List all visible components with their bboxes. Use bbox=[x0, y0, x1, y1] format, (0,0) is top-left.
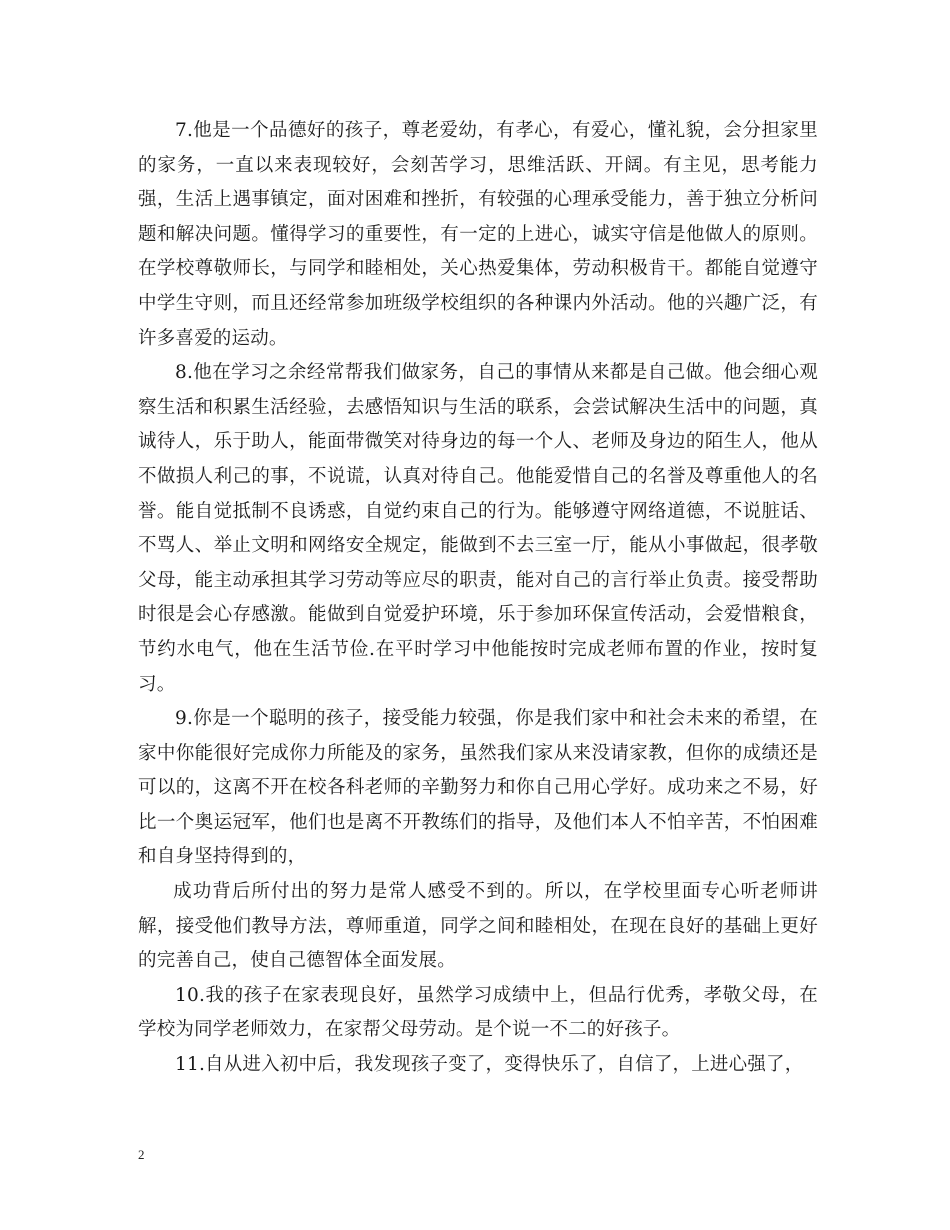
document-body bbox=[138, 114, 818, 1083]
paragraph-11: 11.自从进入初中后，我发现孩子变了，变得快乐了，自信了，上进心强了， bbox=[175, 1054, 804, 1076]
page-number: 2 bbox=[138, 1147, 145, 1162]
paragraph-10: 10.我的孩子在家表现良好，虽然学习成绩中上，但品行优秀，孝敬父母，在学校为同学老师效力，在家帮父母劳动。是个说一不二的好孩子。 bbox=[138, 984, 818, 1041]
paragraph-8: 8.他在学习之余经常帮我们做家务，自己的事情从来都是自己做。他会细心观察生活和积累生活经验，去感悟知识与生活的联系，会尝试解决生活中的问题，真诚待人，乐于助人，能面带微笑对待身边的每一个人、老师及身边的陌生人，他从不做损人利己的事，不说谎，认真对待自己。他能爱惜自己的名誉及尊重他人的名誉。能自觉抵制不良诱惑，自觉约束自己的行为。能够遵守网络道德，不说脏话、不骂人、举止文明和网络安全规定，能做到不去三室一厅，能从小事做起，很孝敬父母，能主动承担其学习劳动等应尽的职责，能对自己的言行举止负责。接受帮助时很是会心存感激。能做到自觉爱护环境，乐于参加环保宣传活动，会爱惜粮食，节约水电气，他在生活节俭.在平时学习中他能按时完成老师布置的作业，按时复习。 bbox=[138, 362, 818, 695]
paragraph-9-continued: 成功背后所付出的努力是常人感受不到的。所以，在学校里面专心听老师讲解，接受他们教导方法，尊师重道，同学之间和睦相处，在现在良好的基础上更好的完善自己，使自己德智体全面发展。 bbox=[138, 881, 818, 972]
paragraph-9: 9.你是一个聪明的孩子，接受能力较强，你是我们家中和社会未来的希望，在家中你能很好完成你力所能及的家务，虽然我们家从来没请家教，但你的成绩还是可以的，这离不开在校各科老师的辛勤努力和你自己用心学好。成功来之不易，好比一个奥运冠军，他们也是离不开教练们的指导，及他们本人不怕辛苦，不怕困难和自身坚持得到的， bbox=[138, 708, 818, 868]
paragraph-7: 7.他是一个品德好的孩子，尊老爱幼，有孝心，有爱心，懂礼貌，会分担家里的家务，一直以来表现较好，会刻苦学习，思维活跃、开阔。有主见，思考能力强，生活上遇事镇定，面对困难和挫折，有较强的心理承受能力，善于独立分析问题和解决问题。懂得学习的重要性，有一定的上进心，诚实守信是他做人的原则。在学校尊敬师长，与同学和睦相处，关心热爱集体，劳动积极肯干。都能自觉遵守中学生守则，而且还经常参加班级学校组织的各种课内外活动。他的兴趣广泛，有许多喜爱的运动。 bbox=[138, 120, 818, 349]
